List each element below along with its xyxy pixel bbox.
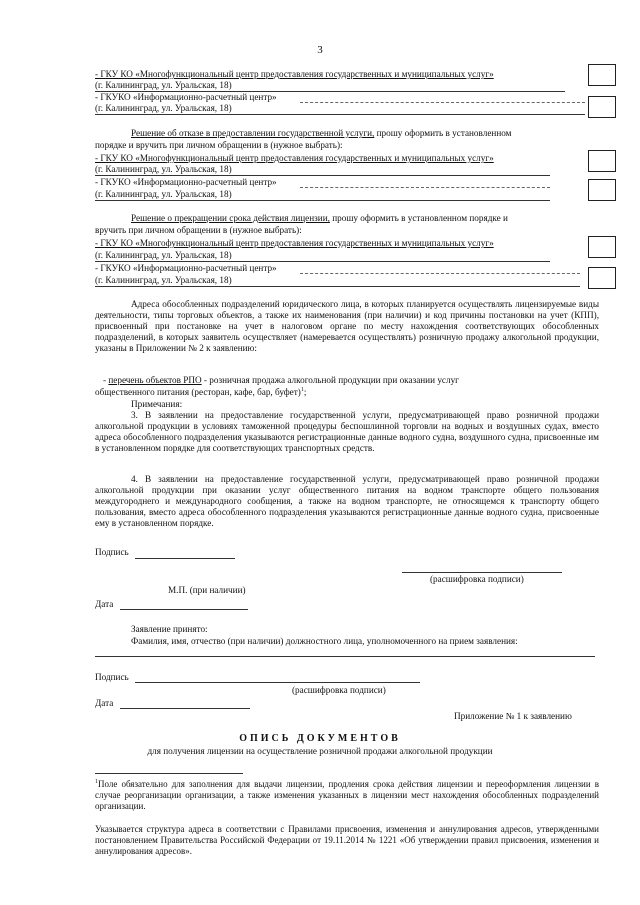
- signature2-line[interactable]: [135, 682, 420, 683]
- termination-heading: Решение о прекращении срока действия лицензии, прошу оформить в установленном порядке и: [131, 213, 508, 223]
- irc-address-line: (г. Калининград, ул. Уральская, 18): [95, 103, 232, 113]
- termination-heading-line2: вручить при личном обращении в (нужное выбрать):: [95, 225, 302, 235]
- termination-mfc-underline: [95, 261, 550, 262]
- refusal-irc-underline: [95, 200, 550, 201]
- irc-fill-line: [300, 102, 585, 103]
- termination-mfc-option-line: - ГКУ КО «Многофункциональный центр предоставления государственных и муниципальных услуг»: [95, 238, 494, 248]
- date2-line[interactable]: [120, 708, 250, 709]
- termination-irc-address-line: (г. Калининград, ул. Уральская, 18): [95, 275, 232, 285]
- checkbox-irc-license[interactable]: [588, 96, 616, 118]
- refusal-heading: Решение об отказе в предоставлении государственной услуги, прошу оформить в установленном: [131, 128, 512, 138]
- page-number: 3: [317, 44, 323, 56]
- notes-heading: Примечания:: [131, 399, 183, 409]
- refusal-irc-fill-line: [300, 187, 550, 188]
- addresses-paragraph: Адреса обособленных подразделений юридического лица, в которых планируется осуществлять лицензируемые виды деятельности, типы торговых объектов, а также их наименования (при наличии) и код причины постановки на учет (КПП), присвоенный при постановке на учет в налоговом органе по месту нахождения соответствующих обособленных подразделений, в которых заявитель осуществляет (намеревается осуществлять) розничную продажу алкогольной продукции, указаны в Приложении № 2 к заявлению:: [95, 299, 599, 353]
- official-name-line[interactable]: [95, 656, 595, 657]
- signature2-label: Подпись: [95, 672, 129, 682]
- footnote-separator: [95, 773, 243, 774]
- signature-decode-line[interactable]: [402, 572, 562, 573]
- inventory-title: ОПИСЬ ДОКУМЕНТОВ: [239, 733, 401, 744]
- stamp-label: М.П. (при наличии): [168, 585, 246, 595]
- refusal-heading-line2: порядке и вручить при личном обращении в (нужное выбрать):: [95, 140, 343, 150]
- refusal-mfc-underline: [95, 175, 550, 176]
- refusal-mfc-address-line: (г. Калининград, ул. Уральская, 18): [95, 164, 232, 174]
- termination-irc-fill-line: [300, 273, 580, 274]
- accepted-label: Заявление принято:: [131, 624, 208, 634]
- official-label: Фамилия, имя, отчество (при наличии) должностного лица, уполномоченного на прием заявления:: [131, 636, 518, 646]
- checkbox-mfc-termination[interactable]: [588, 236, 616, 258]
- objects-list-item: - перечень объектов РПО - розничная продажа алкогольной продукции при оказании услуг: [103, 375, 459, 385]
- footnote-2: Указывается структура адреса в соответствии с Правилами присвоения, изменения и аннулирования адресов, утвержденными постановлением Правительства Российской Федерации от 19.11.2014 № 1221 «Об утверждении правил присвоения, изменения и аннулирования адресов».: [95, 824, 599, 856]
- irc-option-line: - ГКУКО «Информационно-расчетный центр»: [95, 92, 277, 102]
- inventory-subtitle: для получения лицензии на осуществление розничной продажи алкогольной продукции: [147, 746, 493, 756]
- mfc-option-line: - ГКУ КО «Многофункциональный центр предоставления государственных и муниципальных услуг»: [95, 69, 494, 79]
- objects-list-item-line2: общественного питания (ресторан, кафе, бар, буфет)$^1$;: [95, 386, 307, 397]
- signature-line[interactable]: [135, 558, 235, 559]
- signature-label: Подпись: [95, 547, 129, 557]
- date2-label: Дата: [95, 698, 114, 708]
- refusal-irc-address-line: (г. Калининград, ул. Уральская, 18): [95, 189, 232, 199]
- date-label: Дата: [95, 599, 114, 609]
- note-3: 3. В заявлении на предоставление государственной услуги, предусматривающей право розничной продажи алкогольной продукции в условиях таможенной процедуры беспошлинной торговли на водных и воздушных судах, вместо адреса обособленного подразделения указываются регистрационные данные водного судна, воздушного судна, присвоенные им в установленном порядке для соответствующих транспортных средств.: [95, 410, 599, 453]
- checkbox-irc-refusal[interactable]: [588, 179, 616, 201]
- note-4: 4. В заявлении на предоставление государственной услуги, предусматривающей право розничной продажи алкогольной продукции при оказании услуг общественного питания на водном транспорте общего пользования междугороднего и международного сообщения, а также на водном транспорте, не относящемся к транспорту общего пользования, вместо адреса обособленного подразделения указываются регистрационные данные водного судна, присвоенные ему в установленном порядке.: [95, 474, 599, 528]
- signature2-decode-label: (расшифровка подписи): [292, 685, 386, 695]
- signature-decode-label: (расшифровка подписи): [430, 574, 524, 584]
- date-line[interactable]: [120, 609, 248, 610]
- checkbox-mfc-license[interactable]: [588, 64, 616, 86]
- checkbox-irc-termination[interactable]: [588, 267, 616, 289]
- refusal-irc-option-line: - ГКУКО «Информационно-расчетный центр»: [95, 177, 277, 187]
- mfc-address-line: (г. Калининград, ул. Уральская, 18): [95, 80, 232, 90]
- termination-irc-underline: [95, 286, 580, 287]
- termination-mfc-address-line: (г. Калининград, ул. Уральская, 18): [95, 250, 232, 260]
- termination-irc-option-line: - ГКУКО «Информационно-расчетный центр»: [95, 263, 277, 273]
- irc-underline: [95, 114, 585, 115]
- appendix-reference: Приложение № 1 к заявлению: [454, 711, 572, 721]
- refusal-mfc-option-line: - ГКУ КО «Многофункциональный центр предоставления государственных и муниципальных услуг»: [95, 153, 494, 163]
- checkbox-mfc-refusal[interactable]: [588, 150, 616, 172]
- footnote-1: $^1$Поле обязательно для заполнения для выдачи лицензии, продления срока действия лицензии и переоформления лицензии в случае реорганизации организации, а также изменения указанных в лицензии мест нахождения обособленных подразделений организации.: [95, 779, 599, 811]
